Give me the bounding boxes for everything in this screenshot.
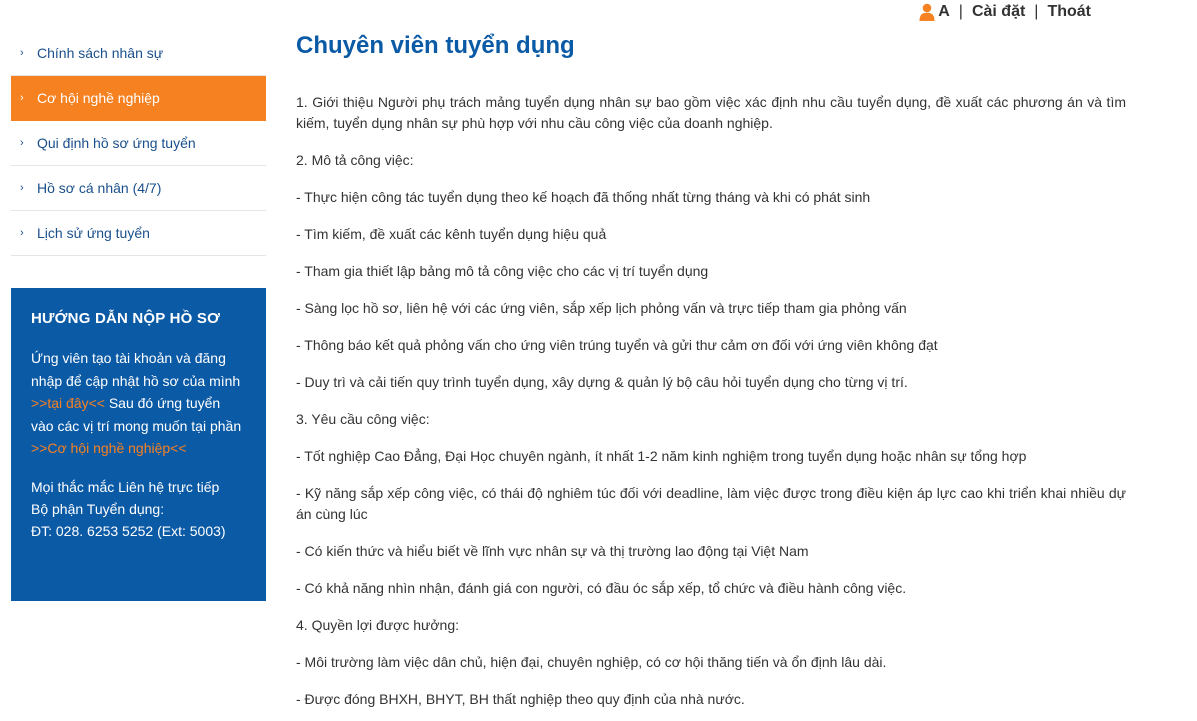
sidebar-item-label: Cơ hội nghề nghiệp [37,90,160,106]
user-bar [919,2,1091,22]
job-detail [296,30,1126,721]
logout-link[interactable]: Thoát [1047,3,1091,20]
separator: | [958,3,963,20]
sidebar-item-hr-policy[interactable] [11,31,266,76]
user-icon[interactable] [919,3,935,21]
section-heading: 4. Quyền lợi được hưởng: [296,617,460,633]
chevron-right-icon: › [20,182,24,194]
sidebar-item-label: Lịch sử ứng tuyển [37,225,150,241]
username-link[interactable]: A [938,3,950,20]
sidebar-item-label: Chính sách nhân sự [37,45,164,61]
list-item: - Môi trường làm việc dân chủ, hiện đại, chuyên nghiệp, có cơ hội thăng tiến và ổn định lâu dài. [296,654,887,670]
separator: | [1034,3,1039,20]
section-heading: 2. Mô tả công việc: [296,152,414,168]
contact-line: Bộ phận Tuyển dụng: [31,500,165,517]
sidebar-item-personal-profile[interactable] [11,166,266,211]
application-guide-box [11,288,266,601]
contact-line: Mọi thắc mắc Liên hệ trực tiếp [31,478,220,495]
paragraph: 1. Giới thiệu Người phụ trách mảng tuyển dụng nhân sự bao gồm việc xác định nhu cầu tuyển dụng, đề xuất các phương án và tìm kiếm, tuyển dụng nhân sự phù hợp với nhu cầu công việc của doanh nghiệp. [296,94,1126,131]
contact-phone: ĐT: 028. 6253 5252 (Ext: 5003) [31,522,226,539]
guide-title: HƯỚNG DẪN NỘP HỒ SƠ [31,310,221,327]
chevron-right-icon: › [20,92,24,104]
list-item: - Được đóng BHXH, BHYT, BH thất nghiệp theo quy định của nhà nước. [296,691,745,707]
list-item: - Có kiến thức và hiểu biết về lĩnh vực nhân sự và thị trường lao động tại Việt Nam [296,543,809,559]
list-item: - Tìm kiếm, đề xuất các kênh tuyển dụng hiệu quả [296,226,607,242]
sidebar-item-application-rules[interactable] [11,121,266,166]
list-item: - Tham gia thiết lập bảng mô tả công việc cho các vị trí tuyển dụng [296,263,709,279]
sidebar-nav [11,31,266,256]
list-item: - Tốt nghiệp Cao Đẳng, Đại Học chuyên ngành, ít nhất 1-2 năm kinh nghiệm trong tuyển dụng hoặc nhân sự tổng hợp [296,448,1027,464]
sidebar-item-label: Hồ sơ cá nhân (4/7) [37,180,162,196]
list-item: - Có khả năng nhìn nhận, đánh giá con người, có đầu óc sắp xếp, tổ chức và điều hành công việc. [296,580,907,596]
sidebar-item-application-history[interactable] [11,211,266,256]
guide-text-part: Sau đó ứng tuyển vào các vị trí mong muốn tại phần [31,395,242,434]
section-heading: 3. Yêu cầu công việc: [296,411,430,427]
list-item: - Sàng lọc hồ sơ, liên hệ với các ứng viên, sắp xếp lịch phỏng vấn và trực tiếp tham gia phỏng vấn [296,300,907,316]
chevron-right-icon: › [20,47,24,59]
sidebar-item-career-opportunities[interactable] [11,76,266,121]
guide-text-part: Ứng viên tạo tài khoản và đăng nhập để cập nhật hồ sơ của mình [31,350,241,389]
settings-link[interactable]: Cài đặt [971,3,1026,20]
guide-text [31,347,246,460]
list-item: - Duy trì và cải tiến quy trình tuyển dụng, xây dựng & quản lý bộ câu hỏi tuyển dụng cho từng vị trí. [296,374,908,390]
page-title: Chuyên viên tuyển dụng [296,32,575,59]
sidebar-item-label: Qui định hồ sơ ứng tuyển [37,135,196,151]
chevron-right-icon: › [20,227,24,239]
register-here-link[interactable]: >>tại đây<< [31,395,105,411]
list-item: - Kỹ năng sắp xếp công việc, có thái độ nghiêm túc đối với deadline, làm việc được trong điều kiện áp lực cao khi triển khai nhiều dự án cùng lúc [296,485,1126,522]
list-item: - Thực hiện công tác tuyển dụng theo kế hoạch đã thống nhất từng tháng và khi có phát sinh [296,189,871,205]
guide-contact [31,476,246,542]
chevron-right-icon: › [20,137,24,149]
list-item: - Thông báo kết quả phỏng vấn cho ứng viên trúng tuyển và gửi thư cảm ơn đối với ứng viên không đạt [296,337,938,353]
job-description [296,92,1126,710]
career-opportunities-link[interactable]: >>Cơ hội nghề nghiệp<< [31,440,187,456]
